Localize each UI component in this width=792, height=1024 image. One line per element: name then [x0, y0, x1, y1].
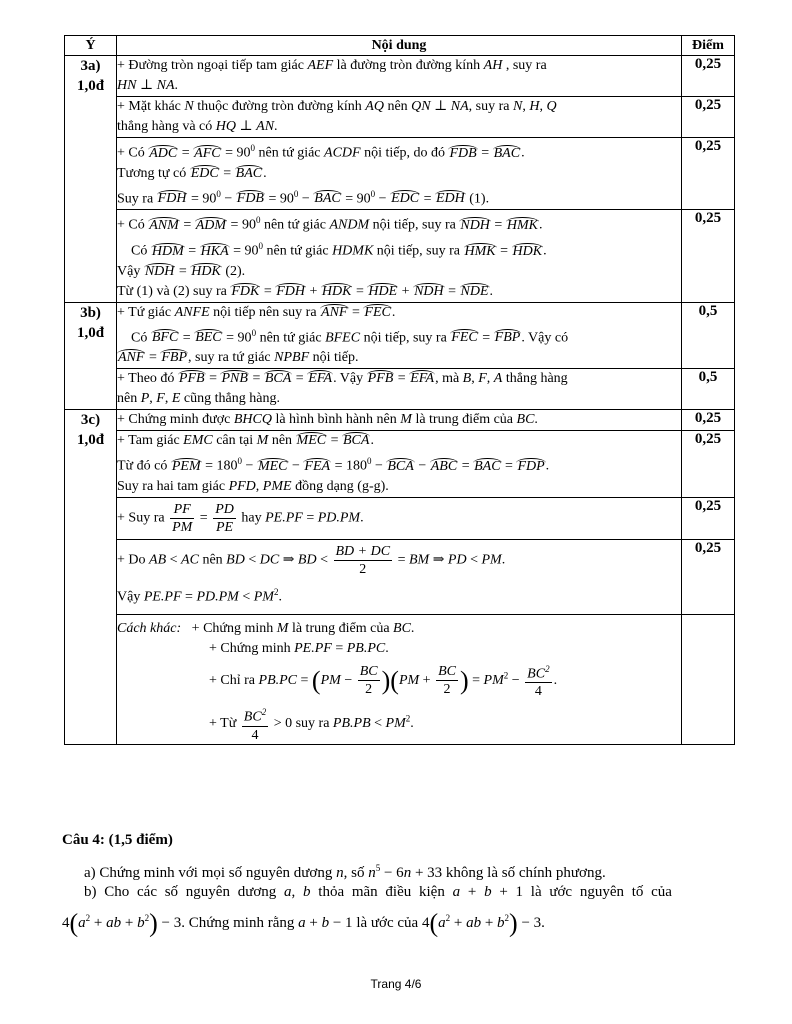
- table-row: [65, 56, 735, 97]
- content-cell: + Tứ giác ANFE nội tiếp nên suy ra ANF = FEC. Có BFC = BEC = $90^0$ nên tứ giác BFEC nội tiếp, suy ra FEC = FBP. Vậy có ANF = FBP, suy ra tứ giác NPBF nội tiếp.: [117, 302, 682, 369]
- score-cell: 0,25: [682, 97, 735, 138]
- score-cell: 0,25: [682, 410, 735, 431]
- score-cell: 0,25: [682, 56, 735, 97]
- table-row: [65, 431, 735, 498]
- page-footer: Trang 4/6: [370, 977, 422, 991]
- content-cell: + Mặt khác N thuộc đường tròn đường kính AQ nên QN ⊥ NA, suy ra N, H, Q thẳng hàng và có HQ ⊥ AN.: [117, 97, 682, 138]
- table-row: [65, 614, 735, 744]
- header-content: Nội dung: [117, 36, 682, 56]
- score-cell: 0,25: [682, 138, 735, 210]
- score-cell-empty: [682, 614, 735, 744]
- question4-title: Câu 4: (1,5 điểm): [62, 832, 173, 848]
- table-row: [65, 539, 735, 614]
- score-cell: 0,25: [682, 210, 735, 302]
- section-3a-label: 3a) 1,0đ: [65, 56, 117, 303]
- header-y: Ý: [65, 36, 117, 56]
- score-cell: 0,25: [682, 497, 735, 539]
- table-row: [65, 138, 735, 210]
- score-cell: 0,5: [682, 302, 735, 369]
- header-score: Điểm: [682, 36, 735, 56]
- table-row: [65, 97, 735, 138]
- table-row: [65, 210, 735, 302]
- table-row: [65, 369, 735, 410]
- content-cell: + Có ANM = ADM = $90^0$ nên tứ giác ANDM nội tiếp, suy ra NDH = HMK. Có HDM = HKA = $90^0$ nên tứ giác HDMK nội tiếp, suy ra HMK = HDK. Vậy NDH = HDK (2). Từ (1) và (2) suy ra FDK = FDH + HDK = HDE + NDH = NDE.: [117, 210, 682, 302]
- table-row: [65, 302, 735, 369]
- question4-part-b: b) Cho các số nguyên dương a, b thỏa mãn điều kiện a + b + 1 là ước nguyên tố của: [84, 884, 672, 900]
- table-header-row: [65, 36, 735, 56]
- content-cell-alternative: Cách khác: + Chứng minh M là trung điểm của BC. + Chứng minh PE.PF = PB.PC. + Chỉ ra PB.PC = (PM − $\frac{BC}{2}$ )(PM + $\frac{BC}{2}$ ) = $PM^2$ − $\frac{BC^2}{4}$ . + Từ $\frac{BC^2}{4}$ > 0 suy ra $PB.PB < PM^2$.: [117, 614, 682, 744]
- content-cell: + Theo đó PFB = PNB = BCA = EFA. Vậy PFB = EFA, mà B, F, A thẳng hàng nên P, F, E cũng thẳng hàng.: [117, 369, 682, 410]
- score-cell: 0,25: [682, 539, 735, 614]
- content-cell: + Suy ra $\frac{PF}{PM}$ = $\frac{PD}{PE}$ hay PE.PF = PD.PM.: [117, 497, 682, 539]
- score-cell: 0,5: [682, 369, 735, 410]
- content-cell: + Có ADC = AFC = $90^0$ nên tứ giác ACDF nội tiếp, do đó FDB = BAC. Tương tự có EDC = BAC. Suy ra FDH = $90^0$ − FDB = $90^0$ − BAC = $90^0$ − EDC = EDH (1).: [117, 138, 682, 210]
- section-3c-label: 3c) 1,0đ: [65, 410, 117, 745]
- section-3b-label: 3b) 1,0đ: [65, 302, 117, 410]
- question4-part-b-cont: $4(a^2$ + ab + $b^2) - 3$. Chứng minh rằng a + b − 1 là ước của $4(a^2$ + ab + $b^2) - 3$.: [62, 908, 545, 938]
- content-cell: + Chứng minh được BHCQ là hình bình hành nên M là trung điểm của BC.: [117, 410, 682, 431]
- content-cell: + Do AB < AC nên BD < DC ⇒ BD < $\frac{BD + DC}{2}$ = BM ⇒ PD < PM. Vậy $PE.PF = PD.PM < PM^2$.: [117, 539, 682, 614]
- table-row: [65, 410, 735, 431]
- content-cell: + Tam giác EMC cân tại M nên MEC = BCA. Từ đó có PEM = $180^0$ − MEC − FEA = $180^0$ − BCA − ABC = BAC = FDP. Suy ra hai tam giác PFD, PME đồng dạng (g-g).: [117, 431, 682, 498]
- score-cell: 0,25: [682, 431, 735, 498]
- content-cell: + Đường tròn ngoại tiếp tam giác AEF là đường tròn đường kính AH , suy ra HN ⊥ NA.: [117, 56, 682, 97]
- table-row: [65, 497, 735, 539]
- answer-table: [64, 35, 735, 745]
- question4-part-a: a) Chứng minh với mọi số nguyên dương n, số $n^5 - 6n + 33$ không là số chính phương.: [84, 863, 606, 881]
